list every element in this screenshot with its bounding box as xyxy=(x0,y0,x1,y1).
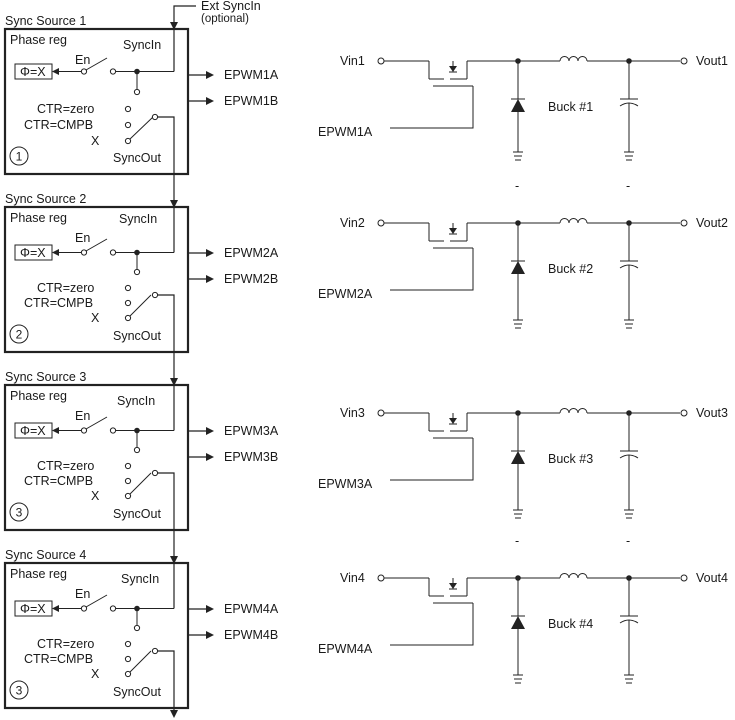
syncin-passthru-contact xyxy=(134,625,139,630)
phi-arrow xyxy=(52,68,59,75)
out-b-arrow xyxy=(206,97,214,105)
x-label: X xyxy=(91,489,100,503)
ctr-cmpb-label: CTR=CMPB xyxy=(24,474,94,488)
en-label: En xyxy=(75,231,91,245)
out-b-arrow xyxy=(206,631,214,639)
module-number: 3 xyxy=(15,683,23,698)
ctr-zero-label: CTR=zero xyxy=(37,102,95,116)
vin-terminal xyxy=(378,58,384,64)
module-title: Sync Source 4 xyxy=(5,548,87,562)
buck-label: Buck #3 xyxy=(548,452,594,466)
ctr-zero-label: CTR=zero xyxy=(37,459,95,473)
gate-wire xyxy=(390,86,473,128)
vin-terminal xyxy=(378,575,384,581)
syncout-contact xyxy=(152,292,157,297)
sync-module-2 xyxy=(5,192,279,378)
sync-module-3 xyxy=(5,370,279,556)
stray-mark: - xyxy=(626,534,631,548)
vin-label: Vin4 xyxy=(340,571,365,585)
x-contact xyxy=(125,315,130,320)
syncin-contact xyxy=(110,428,115,433)
inductor xyxy=(560,219,587,224)
gate-wire xyxy=(390,603,473,645)
syncout-label: SyncOut xyxy=(113,151,161,165)
syncout-wire xyxy=(158,651,174,710)
syncin-label: SyncIn xyxy=(121,572,160,586)
phase-reg-label: Phase reg xyxy=(10,567,67,581)
ctr-cmpb-label: CTR=CMPB xyxy=(24,652,94,666)
syncout-switch xyxy=(130,473,151,494)
inductor xyxy=(560,57,587,62)
ctr-cmpb-contact xyxy=(125,122,130,127)
vout-label: Vout4 xyxy=(696,571,728,585)
gate-drive-label: EPWM3A xyxy=(318,477,373,491)
sync-module-4 xyxy=(5,548,279,718)
syncin-contact xyxy=(110,606,115,611)
freewheel-diode xyxy=(511,616,525,629)
module-title: Sync Source 2 xyxy=(5,192,87,206)
ctr-zero-label: CTR=zero xyxy=(37,281,95,295)
syncout-switch xyxy=(130,651,151,672)
vout-terminal xyxy=(681,220,687,226)
out-b-label: EPWM1B xyxy=(224,94,279,108)
phi-arrow xyxy=(52,427,59,434)
vin-terminal xyxy=(378,410,384,416)
out-a-arrow xyxy=(206,249,214,257)
vout-label: Vout1 xyxy=(696,54,728,68)
syncin-passthru-contact xyxy=(134,269,139,274)
en-label: En xyxy=(75,587,91,601)
phi-label: Φ=X xyxy=(20,65,46,79)
fet-body-diode xyxy=(449,418,457,424)
gate-wire xyxy=(390,248,473,290)
syncout-contact xyxy=(152,648,157,653)
module-title: Sync Source 3 xyxy=(5,370,87,384)
out-a-label: EPWM3A xyxy=(224,424,279,438)
buck-converter-2 xyxy=(318,216,728,328)
buck-label: Buck #4 xyxy=(548,617,594,631)
fet-body-diode xyxy=(449,228,457,234)
vin-terminal xyxy=(378,220,384,226)
buck-converter-4 xyxy=(318,571,728,683)
stray-mark: - xyxy=(626,179,631,193)
module-number: 1 xyxy=(15,149,23,164)
syncin-label: SyncIn xyxy=(117,394,156,408)
vin-label: Vin3 xyxy=(340,406,365,420)
syncout-label: SyncOut xyxy=(113,685,161,699)
syncout-arrow xyxy=(170,710,178,718)
ctr-zero-contact xyxy=(125,285,130,290)
stray-mark: - xyxy=(515,534,520,548)
out-a-label: EPWM1A xyxy=(224,68,279,82)
ext-syncin-label: Ext SyncIn xyxy=(201,0,261,13)
gate-drive-label: EPWM4A xyxy=(318,642,373,656)
phi-label: Φ=X xyxy=(20,246,46,260)
out-b-label: EPWM2B xyxy=(224,272,279,286)
gate-drive-label: EPWM1A xyxy=(318,125,373,139)
module-title: Sync Source 1 xyxy=(5,14,87,28)
ctr-zero-contact xyxy=(125,106,130,111)
out-a-label: EPWM2A xyxy=(224,246,279,260)
phi-label: Φ=X xyxy=(20,424,46,438)
buck-converter-3 xyxy=(318,406,728,518)
ctr-cmpb-label: CTR=CMPB xyxy=(24,118,94,132)
out-a-arrow xyxy=(206,427,214,435)
syncin-passthru-contact xyxy=(134,89,139,94)
out-a-arrow xyxy=(206,605,214,613)
x-label: X xyxy=(91,134,100,148)
gate-wire xyxy=(390,438,473,480)
freewheel-diode xyxy=(511,99,525,112)
x-label: X xyxy=(91,311,100,325)
buck-converter-1 xyxy=(318,54,728,160)
fet-body-diode xyxy=(449,66,457,72)
vout-terminal xyxy=(681,575,687,581)
syncin-contact xyxy=(110,69,115,74)
syncout-switch xyxy=(130,117,153,139)
out-b-label: EPWM3B xyxy=(224,450,279,464)
inductor xyxy=(560,574,587,579)
ext-syncin-optional-label: (optional) xyxy=(201,13,249,25)
vin-label: Vin2 xyxy=(340,216,365,230)
inductor xyxy=(560,409,587,414)
ctr-cmpb-contact xyxy=(125,478,130,483)
phi-arrow xyxy=(52,249,59,256)
ctr-cmpb-label: CTR=CMPB xyxy=(24,296,94,310)
syncout-label: SyncOut xyxy=(113,507,161,521)
gate-drive-label: EPWM2A xyxy=(318,287,373,301)
out-a-label: EPWM4A xyxy=(224,602,279,616)
out-b-arrow xyxy=(206,275,214,283)
buck-label: Buck #1 xyxy=(548,100,594,114)
stray-mark: - xyxy=(515,179,520,193)
syncout-contact xyxy=(152,114,157,119)
syncout-switch xyxy=(130,295,151,316)
ext-syncin-wire xyxy=(174,6,196,24)
ctr-zero-contact xyxy=(125,463,130,468)
syncin-label: SyncIn xyxy=(119,212,158,226)
fet-body-diode xyxy=(449,583,457,589)
ctr-cmpb-contact xyxy=(125,656,130,661)
phase-reg-label: Phase reg xyxy=(10,389,67,403)
out-a-arrow xyxy=(206,71,214,79)
syncin-passthru-contact xyxy=(134,447,139,452)
phase-reg-label: Phase reg xyxy=(10,211,67,225)
out-b-label: EPWM4B xyxy=(224,628,279,642)
phase-reg-label: Phase reg xyxy=(10,33,67,47)
vout-label: Vout2 xyxy=(696,216,728,230)
syncout-label: SyncOut xyxy=(113,329,161,343)
x-contact xyxy=(125,493,130,498)
phi-label: Φ=X xyxy=(20,602,46,616)
ctr-zero-contact xyxy=(125,641,130,646)
x-label: X xyxy=(91,667,100,681)
buck-label: Buck #2 xyxy=(548,262,594,276)
syncin-contact xyxy=(110,250,115,255)
freewheel-diode xyxy=(511,451,525,464)
ext-syncin xyxy=(170,0,261,30)
x-contact xyxy=(125,671,130,676)
vout-label: Vout3 xyxy=(696,406,728,420)
en-label: En xyxy=(75,53,91,67)
ctr-cmpb-contact xyxy=(125,300,130,305)
syncout-contact xyxy=(152,470,157,475)
ctr-zero-label: CTR=zero xyxy=(37,637,95,651)
phi-arrow xyxy=(52,605,59,612)
module-number: 3 xyxy=(15,505,23,520)
freewheel-diode xyxy=(511,261,525,274)
vout-terminal xyxy=(681,410,687,416)
vin-label: Vin1 xyxy=(340,54,365,68)
sync-module-1 xyxy=(5,14,279,200)
en-label: En xyxy=(75,409,91,423)
module-number: 2 xyxy=(15,327,23,342)
vout-terminal xyxy=(681,58,687,64)
x-contact xyxy=(125,138,130,143)
syncin-label: SyncIn xyxy=(123,38,162,52)
out-b-arrow xyxy=(206,453,214,461)
